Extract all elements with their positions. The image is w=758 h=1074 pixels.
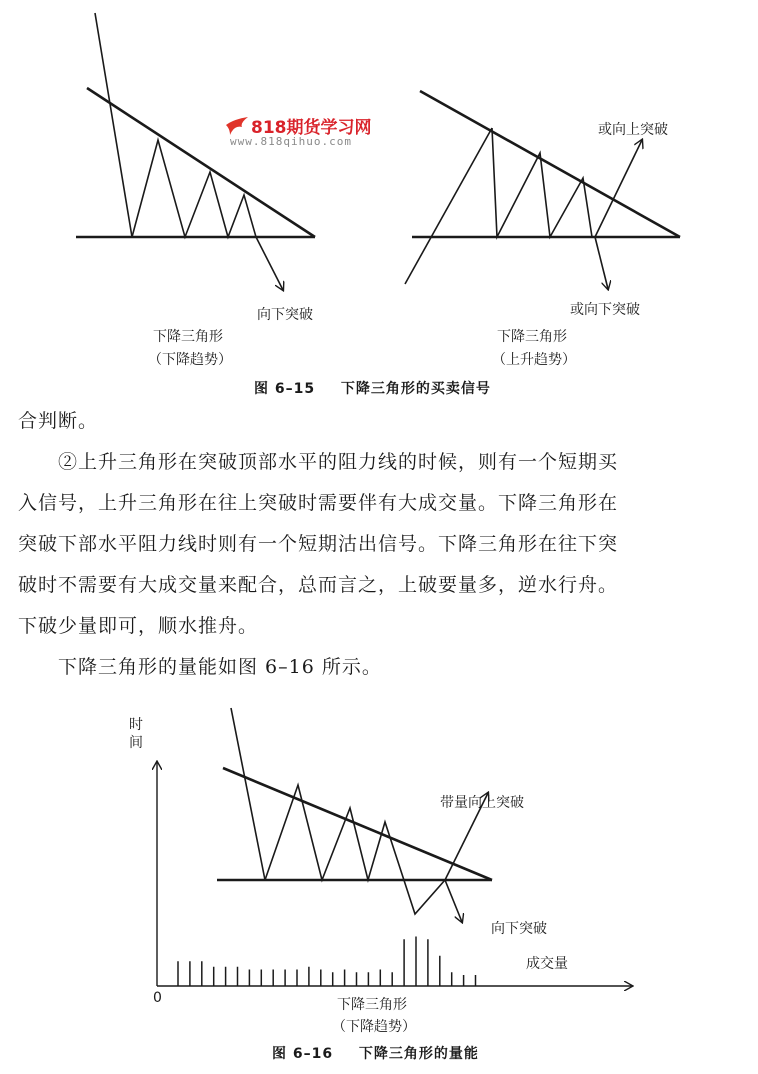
flame-icon xyxy=(224,115,250,137)
body-line-3: 入信号，上升三角形在往上突破时需要伴有大成交量。下降三角形在 xyxy=(18,492,619,514)
volume-label: 成交量 xyxy=(526,956,568,972)
body-line-4: 突破下部水平阻力线时则有一个短期沽出信号。下降三角形在往下突 xyxy=(18,533,619,555)
caption-number: 图 6–15 xyxy=(254,381,316,397)
price-zigzag xyxy=(132,140,256,237)
right-breakout-up-label: 或向上突破 xyxy=(598,122,668,138)
price-zigzag xyxy=(492,128,596,237)
volume-bars xyxy=(178,937,476,987)
figure-6-15-drawing xyxy=(0,0,758,400)
caption-text: 下降三角形的买卖信号 xyxy=(340,381,491,397)
entry-trend-line xyxy=(95,13,132,237)
volume-breakout-label: 带量向上突破 xyxy=(440,795,524,811)
right-pattern-title: 下降三角形 xyxy=(497,329,567,345)
figure-6-16-caption xyxy=(272,1043,479,1063)
breakdown-label: 向下突破 xyxy=(491,921,547,937)
pattern-title: 下降三角形 xyxy=(337,997,407,1013)
resistance-line xyxy=(223,768,492,880)
time-axis-label: 时间 xyxy=(129,717,143,751)
caption-text: 下降三角形的量能 xyxy=(358,1046,479,1062)
left-descending-triangle xyxy=(76,13,315,290)
left-breakdown-label: 向下突破 xyxy=(257,307,313,323)
descending-triangle xyxy=(217,708,492,922)
body-line-6: 下破少量即可，顺水推舟。 xyxy=(18,615,259,637)
breakdown-arrow xyxy=(256,237,283,290)
right-pattern-subtitle: （上升趋势） xyxy=(492,352,576,368)
resistance-line xyxy=(87,88,315,237)
right-breakdown-label: 或向下突破 xyxy=(570,302,640,318)
resistance-line xyxy=(420,91,680,237)
left-pattern-title: 下降三角形 xyxy=(153,329,223,345)
body-line-2: ②上升三角形在突破顶部水平的阻力线的时候，则有一个短期买 xyxy=(58,451,619,473)
breakout-up-arrow xyxy=(595,140,642,237)
watermark-name: 818期货学习网 xyxy=(251,118,372,138)
figure-6-15-caption xyxy=(254,378,491,398)
breakdown-arrow xyxy=(595,237,608,289)
entry-trend-line xyxy=(405,128,492,284)
body-line-1: 合判断。 xyxy=(18,410,99,432)
origin-label: 0 xyxy=(153,990,162,1006)
caption-number: 图 6–16 xyxy=(272,1046,334,1062)
pattern-subtitle: （下降趋势） xyxy=(332,1019,416,1035)
watermark-url: www.818qihuo.com xyxy=(230,135,352,148)
body-line-5: 破时不需要有大成交量来配合，总而言之，上破要量多，逆水行舟。 xyxy=(18,574,619,596)
breakdown-arrow xyxy=(445,880,462,922)
body-line-7: 下降三角形的量能如图 6–16 所示。 xyxy=(58,656,382,678)
entry-trend-line xyxy=(231,708,265,880)
left-pattern-subtitle: （下降趋势） xyxy=(148,352,232,368)
